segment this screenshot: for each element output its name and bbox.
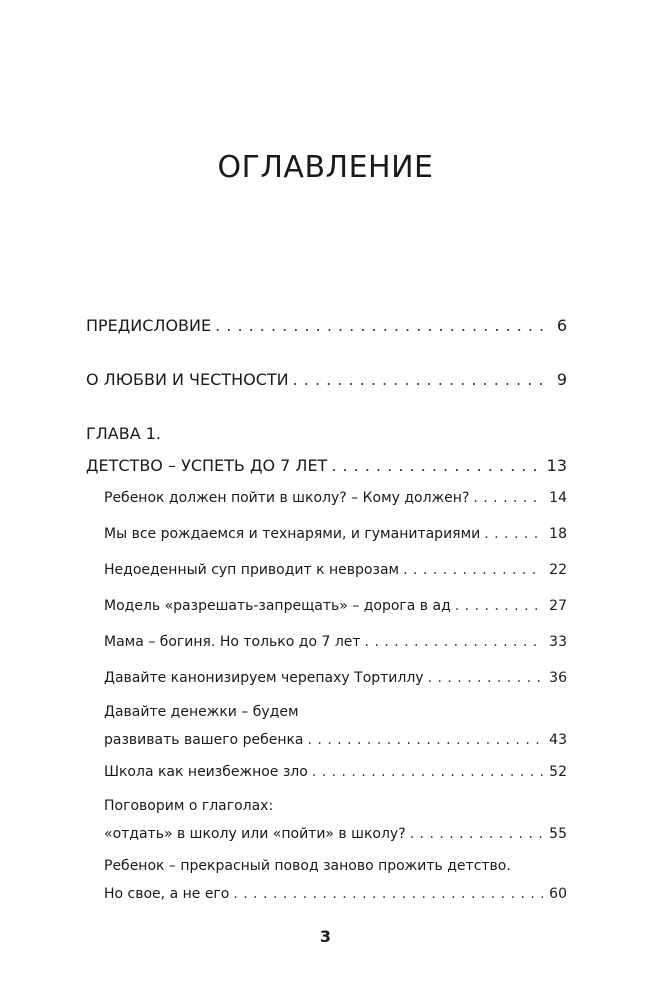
dot-leader [473, 484, 543, 512]
toc-entry-title: Мама – богиня. Но только до 7 лет [104, 634, 361, 650]
toc-entry-page: 33 [549, 634, 567, 650]
toc-subentry[interactable] [104, 852, 567, 908]
toc-entry-page: 52 [549, 764, 567, 780]
toc-entry-page: 55 [549, 826, 567, 842]
dot-leader [215, 310, 551, 342]
toc-entry[interactable] [86, 364, 567, 396]
page-number: 3 [319, 927, 332, 946]
toc-subentry[interactable] [104, 556, 567, 584]
toc-entry-title-line: Давайте денежки – будем [104, 704, 299, 720]
toc-entry-page: 43 [549, 732, 567, 748]
dot-leader [331, 450, 540, 482]
toc-entry-title: Школа как неизбежное зло [104, 764, 308, 780]
dot-leader [484, 520, 543, 548]
toc-entry-page: 27 [549, 598, 567, 614]
toc-entry-title: «отдать» в школу или «пойти» в школу? [104, 826, 406, 842]
toc-subentry[interactable] [104, 758, 567, 786]
toc-entry-title: ПРЕДИСЛОВИЕ [86, 316, 212, 335]
toc-entry-page: 36 [549, 670, 567, 686]
toc-entry-page: 13 [546, 456, 567, 475]
toc-subentry[interactable] [104, 592, 567, 620]
dot-leader [312, 758, 543, 786]
dot-leader [233, 880, 543, 908]
dot-leader [428, 664, 544, 692]
toc-entry-page: 60 [549, 886, 567, 902]
toc-chapter-entry[interactable] [86, 418, 567, 482]
dot-leader [365, 628, 544, 656]
dot-leader [293, 364, 551, 396]
toc-subentry[interactable] [104, 628, 567, 656]
toc-entry-title: О ЛЮБВИ И ЧЕСТНОСТИ [86, 370, 289, 389]
toc-entry-page: 22 [549, 562, 567, 578]
toc-subentry[interactable] [104, 698, 567, 754]
toc-entry-title: Недоеденный суп приводит к неврозам [104, 562, 400, 578]
toc-subentry[interactable] [104, 520, 567, 548]
toc-entry-title: ДЕТСТВО – УСПЕТЬ ДО 7 ЛЕТ [86, 456, 328, 475]
toc-entry[interactable] [86, 310, 567, 342]
toc-entry-title: Модель «разрешать-запрещать» – дорога в ад [104, 598, 451, 614]
toc-subentry[interactable] [104, 792, 567, 848]
toc-entry-title-line: Поговорим о глаголах: [104, 798, 274, 814]
dot-leader [455, 592, 543, 620]
page-title: ОГЛАВЛЕНИЕ [217, 150, 434, 185]
toc-entry-title: Мы все рождаемся и технарями, и гуманитариями [104, 526, 481, 542]
toc-entry-page: 14 [549, 490, 567, 506]
dot-leader [410, 820, 544, 848]
dot-leader [403, 556, 543, 584]
toc-subentry[interactable] [104, 664, 567, 692]
toc-chapter-label: ГЛАВА 1. [86, 424, 162, 443]
toc-entry-page: 6 [556, 316, 567, 335]
toc-entry-title: развивать вашего ребенка [104, 732, 304, 748]
toc-entry-title: Ребенок должен пойти в школу? – Кому должен? [104, 490, 470, 506]
dot-leader [308, 726, 544, 754]
toc-entry-page: 18 [549, 526, 567, 542]
toc-subentry[interactable] [104, 484, 567, 512]
toc-entry-title: Давайте канонизируем черепаху Тортиллу [104, 670, 424, 686]
toc-entry-title: Но свое, а не его [104, 886, 230, 902]
toc-entry-page: 9 [556, 370, 567, 389]
toc-entry-title-line: Ребенок – прекрасный повод заново прожить детство. [104, 858, 511, 874]
